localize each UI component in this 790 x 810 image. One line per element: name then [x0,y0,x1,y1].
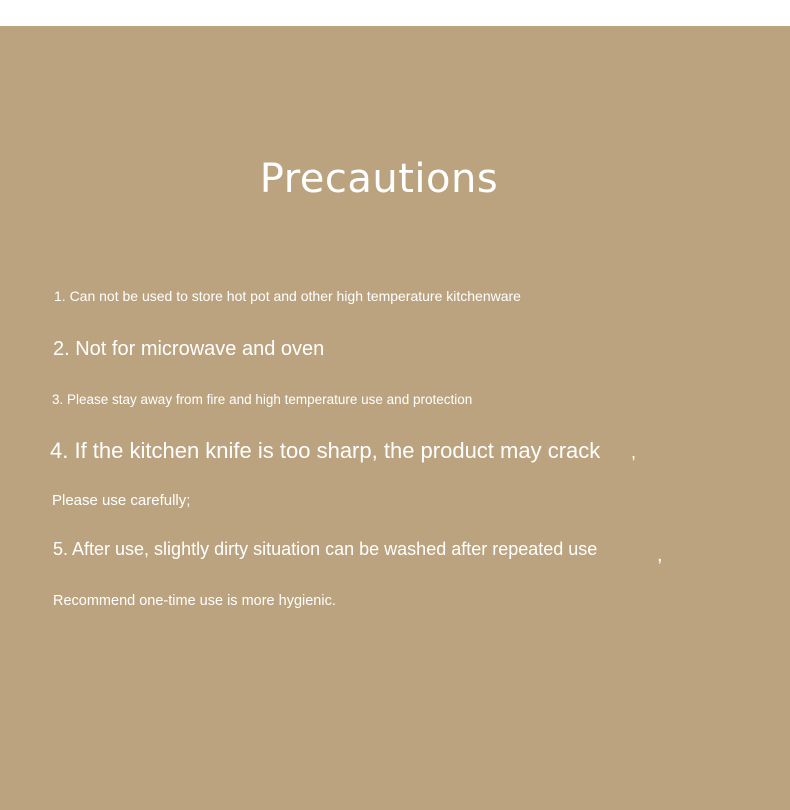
precaution-item-2: 2. Not for microwave and oven [53,338,325,360]
page-title: Precautions [259,156,499,202]
precaution-item-1: 1. Can not be used to store hot pot and other high temperature kitchenware [54,288,521,304]
precaution-item-4: 4. If the kitchen knife is too sharp, the product may crack [50,438,601,463]
precaution-item-4-continuation: Please use carefully; [52,492,191,509]
precautions-panel [0,26,790,810]
stray-comma: , [631,442,637,462]
stray-comma: , [657,544,663,566]
precaution-item-3: 3. Please stay away from fire and high temperature use and protection [52,392,473,407]
precaution-item-5: 5. After use, slightly dirty situation can be washed after repeated use [53,539,598,559]
precaution-item-5-continuation: Recommend one-time use is more hygienic. [53,593,336,609]
